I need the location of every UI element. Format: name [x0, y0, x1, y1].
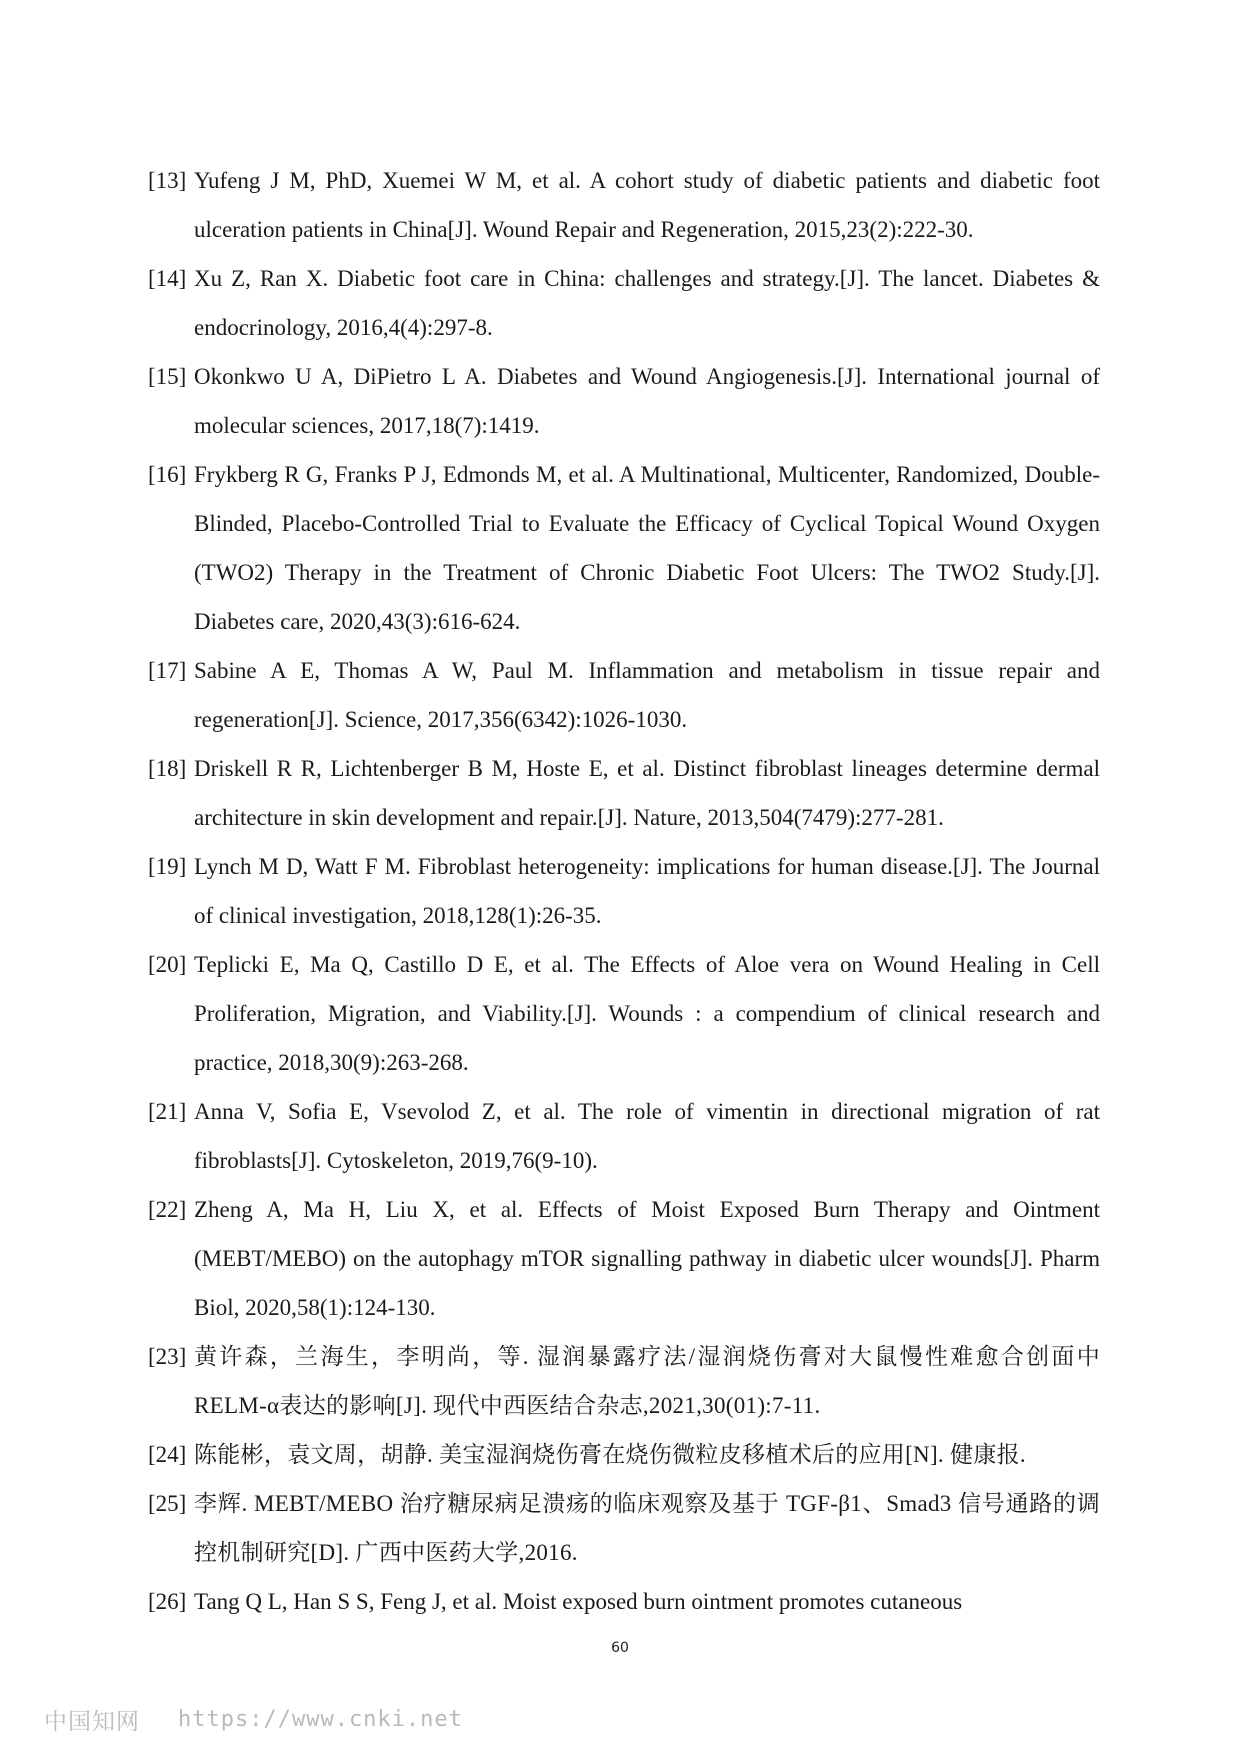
reference-number: [23] [148, 1344, 187, 1369]
reference-number: [24] [148, 1442, 187, 1467]
reference-item [148, 1479, 1100, 1577]
reference-item [148, 1185, 1100, 1332]
reference-text: Anna V, Sofia E, Vsevolod Z, et al. The role of vimentin in directional migration of rat fibroblasts[J]. Cytoskeleton, 2019,76(9-10). [194, 1099, 1100, 1173]
reference-item [148, 352, 1100, 450]
reference-number: [13] [148, 168, 187, 193]
reference-number: [19] [148, 854, 187, 879]
reference-text: Teplicki E, Ma Q, Castillo D E, et al. The Effects of Aloe vera on Wound Healing in Cell Proliferation, Migration, and Viability.[J]. Wounds : a compendium of clinical research and practice, 2018,30(9):263-268. [194, 952, 1100, 1075]
reference-text: 李辉. MEBT/MEBO 治疗糖尿病足溃疡的临床观察及基于 TGF-β1、Smad3 信号通路的调控机制研究[D]. 广西中医药大学,2016. [194, 1491, 1100, 1565]
reference-item [148, 940, 1100, 1087]
reference-text: Driskell R R, Lichtenberger B M, Hoste E, et al. Distinct fibroblast lineages determine dermal architecture in skin development and repair.[J]. Nature, 2013,504(7479):277-281. [194, 756, 1100, 830]
reference-number: [21] [148, 1099, 187, 1124]
reference-text: 陈能彬，袁文周，胡静. 美宝湿润烧伤膏在烧伤微粒皮移植术后的应用[N]. 健康报. [194, 1442, 1026, 1467]
reference-item [148, 1087, 1100, 1185]
reference-item [148, 646, 1100, 744]
reference-number: [15] [148, 364, 187, 389]
watermark-url: https://www.cnki.net [178, 1707, 463, 1732]
reference-item [148, 744, 1100, 842]
reference-text: 黄许森，兰海生，李明尚，等. 湿润暴露疗法/湿润烧伤膏对大鼠慢性难愈合创面中RELM-α表达的影响[J]. 现代中西医结合杂志,2021,30(01):7-11. [194, 1344, 1100, 1418]
reference-number: [25] [148, 1491, 187, 1516]
reference-text: Sabine A E, Thomas A W, Paul M. Inflammation and metabolism in tissue repair and regeneration[J]. Science, 2017,356(6342):1026-1030. [194, 658, 1100, 732]
reference-number: [18] [148, 756, 187, 781]
reference-number: [14] [148, 266, 187, 291]
reference-text: Lynch M D, Watt F M. Fibroblast heterogeneity: implications for human disease.[J]. The Journal of clinical investigation, 2018,128(1):26-35. [194, 854, 1100, 928]
reference-number: [26] [148, 1589, 187, 1614]
reference-item [148, 156, 1100, 254]
reference-item [148, 1332, 1100, 1430]
reference-item [148, 842, 1100, 940]
reference-text: Zheng A, Ma H, Liu X, et al. Effects of Moist Exposed Burn Therapy and Ointment (MEBT/MEBO) on the autophagy mTOR signalling pathway in diabetic ulcer wounds[J]. Pharm Biol, 2020,58(1):124-130. [194, 1197, 1100, 1320]
reference-text: Xu Z, Ran X. Diabetic foot care in China: challenges and strategy.[J]. The lancet. Diabetes & endocrinology, 2016,4(4):297-8. [194, 266, 1100, 340]
reference-number: [22] [148, 1197, 187, 1222]
reference-text: Yufeng J M, PhD, Xuemei W M, et al. A cohort study of diabetic patients and diabetic foot ulceration patients in China[J]. Wound Repair and Regeneration, 2015,23(2):222-30. [194, 168, 1100, 242]
reference-item [148, 254, 1100, 352]
reference-list [148, 156, 1100, 1626]
reference-number: [20] [148, 952, 187, 977]
reference-item [148, 450, 1100, 646]
reference-number: [17] [148, 658, 187, 683]
reference-text: Tang Q L, Han S S, Feng J, et al. Moist exposed burn ointment promotes cutaneous [194, 1589, 963, 1614]
reference-number: [16] [148, 462, 187, 487]
reference-item [148, 1430, 1100, 1479]
reference-item [148, 1577, 1100, 1626]
reference-text: Okonkwo U A, DiPietro L A. Diabetes and Wound Angiogenesis.[J]. International journal of molecular sciences, 2017,18(7):1419. [194, 364, 1100, 438]
reference-text: Frykberg R G, Franks P J, Edmonds M, et al. A Multinational, Multicenter, Randomized, Double-Blinded, Placebo-Controlled Trial to Evaluate the Efficacy of Cyclical Topical Wound Oxygen (TWO2) Therapy in the Treatment of Chronic Diabetic Foot Ulcers: The TWO2 Study.[J]. Diabetes care, 2020,43(3):616-624. [194, 462, 1100, 634]
cnki-watermark [44, 1703, 463, 1736]
watermark-logo-text: 中国知网 [44, 1709, 140, 1735]
page-number: 60 [611, 1640, 629, 1656]
